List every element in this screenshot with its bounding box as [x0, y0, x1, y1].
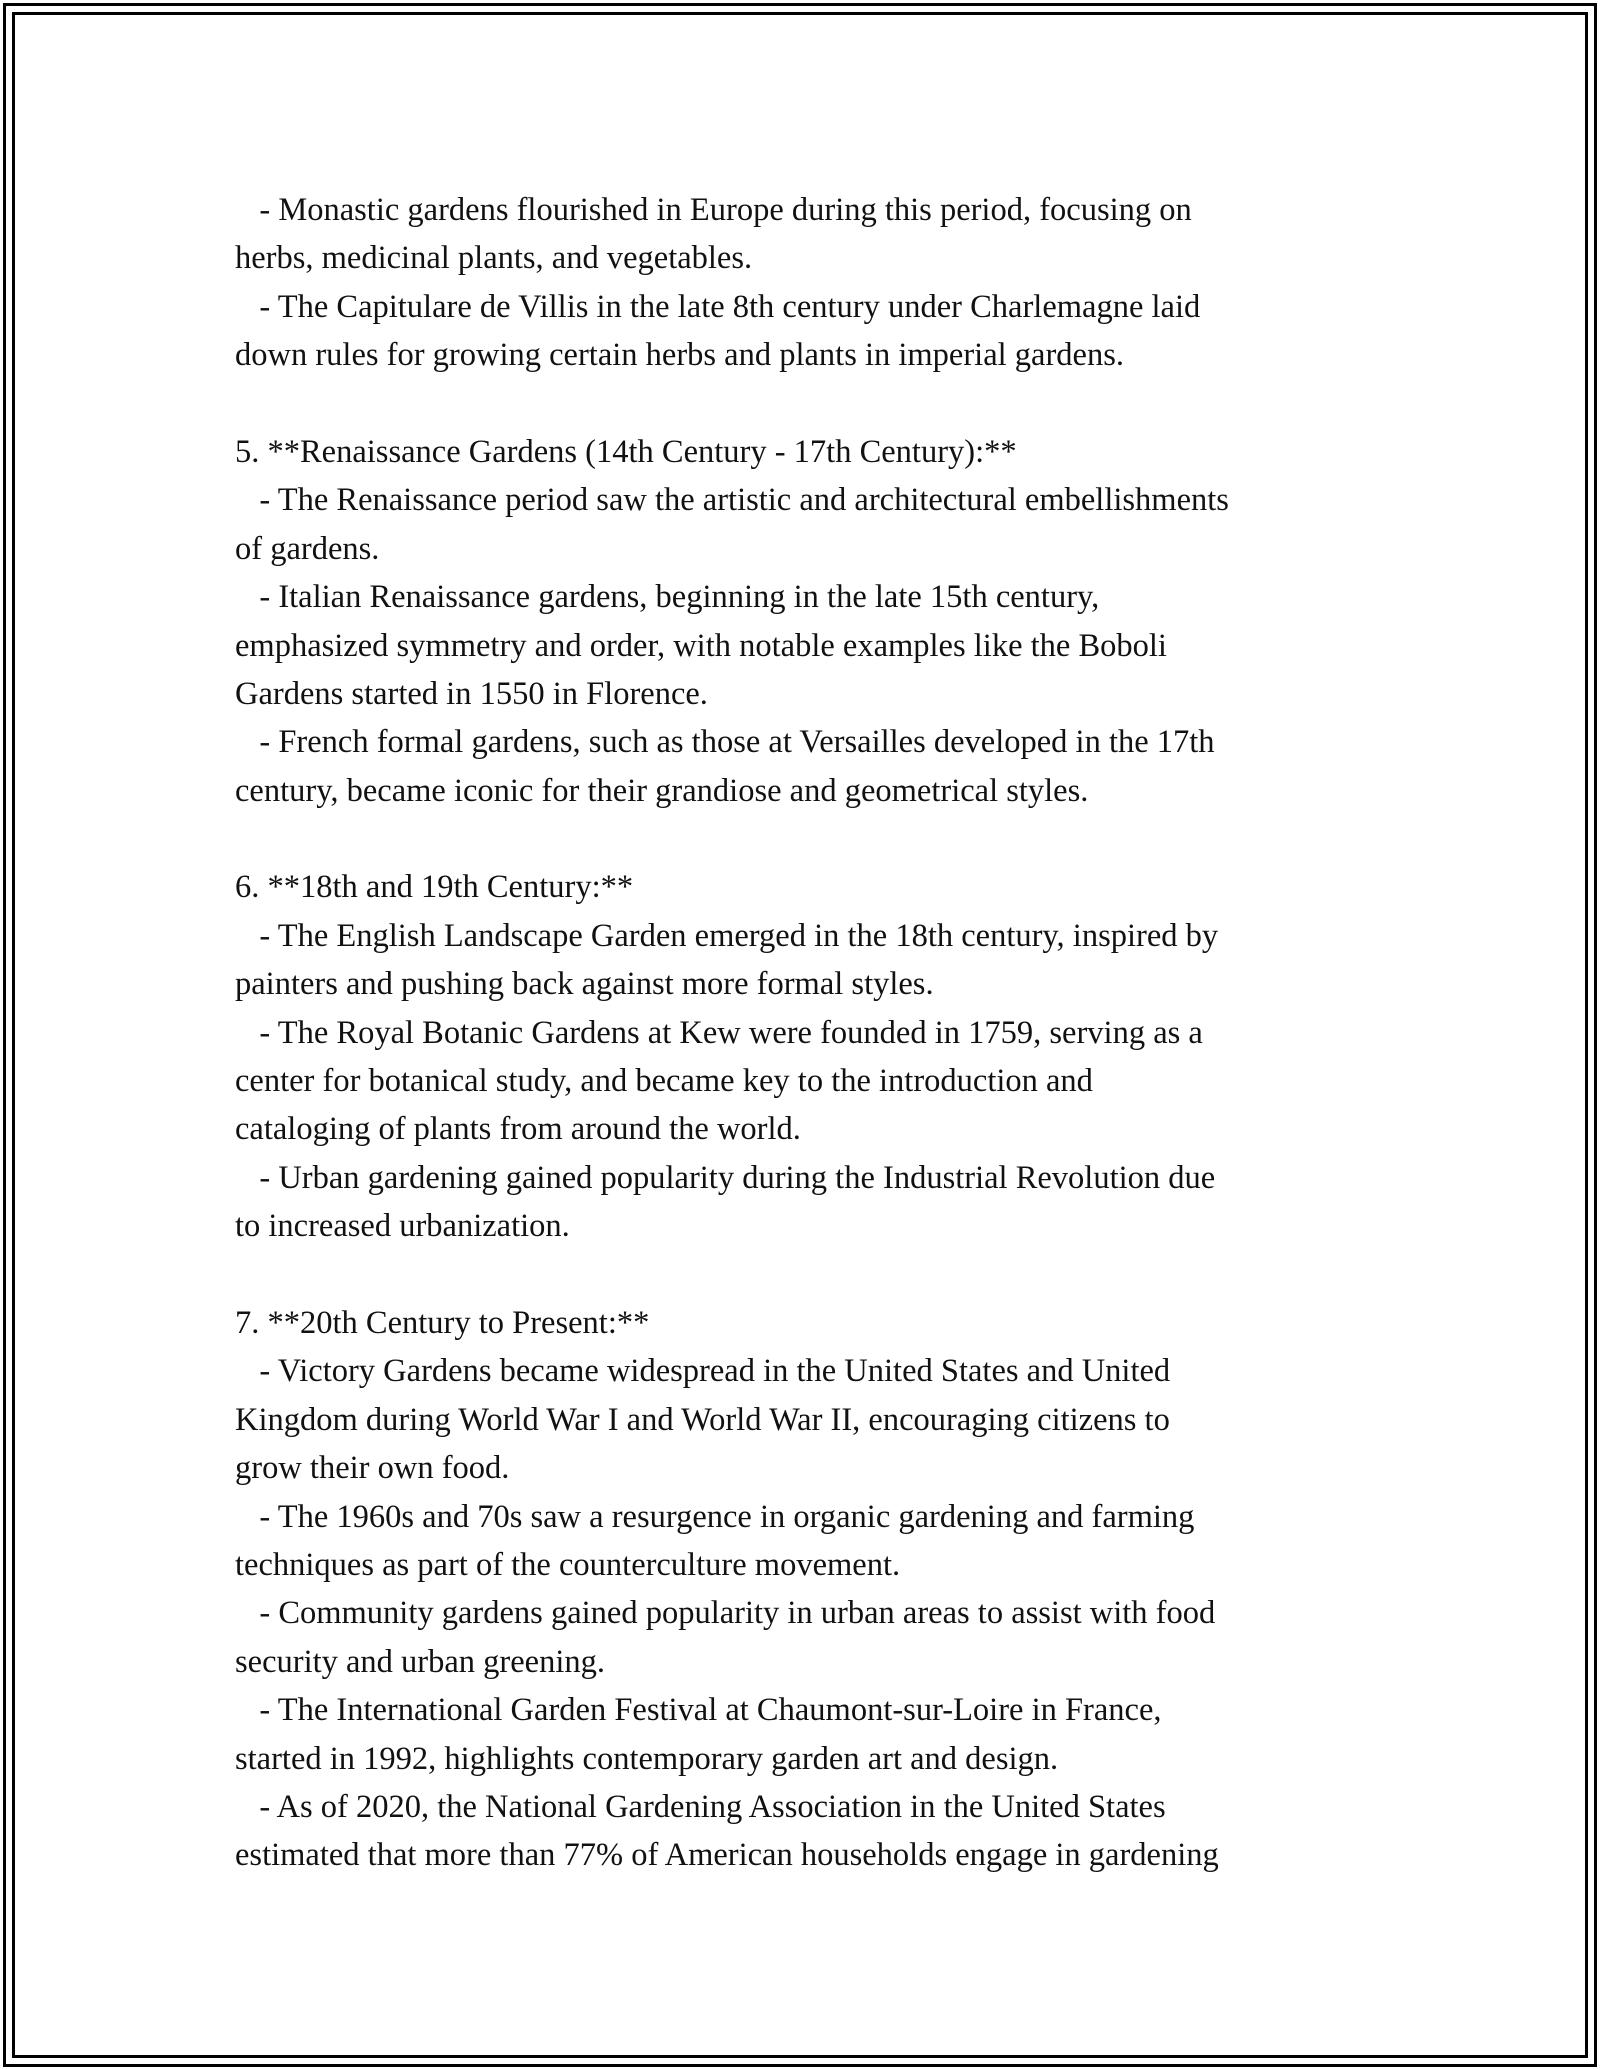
text-line: emphasized symmetry and order, with notable examples like the Boboli — [235, 627, 1167, 664]
text-line: down rules for growing certain herbs and plants in imperial gardens. — [235, 337, 1124, 374]
text-line: - The 1960s and 70s saw a resurgence in organic gardening and farming — [235, 1498, 1195, 1535]
text-line: - Italian Renaissance gardens, beginning in the late 15th century, — [235, 579, 1100, 616]
text-line: center for botanical study, and became key to the introduction and — [235, 1063, 1093, 1100]
text-line: of gardens. — [235, 530, 380, 567]
text-line: 6. **18th and 19th Century:** — [235, 869, 634, 906]
text-line: grow their own food. — [235, 1450, 510, 1487]
text-line: - The English Landscape Garden emerged in the 18th century, inspired by — [235, 917, 1219, 954]
text-line: herbs, medicinal plants, and vegetables. — [235, 240, 753, 277]
text-line: - Community gardens gained popularity in urban areas to assist with food — [235, 1595, 1216, 1632]
text-line: - Monastic gardens flourished in Europe during this period, focusing on — [235, 192, 1192, 228]
text-line: - Urban gardening gained popularity during the Industrial Revolution due — [235, 1159, 1216, 1196]
text-line: - As of 2020, the National Gardening Association in the United States — [235, 1788, 1166, 1825]
text-line: - The International Garden Festival at Chaumont-sur-Loire in France, — [235, 1692, 1162, 1729]
text-line: Gardens started in 1550 in Florence. — [235, 675, 708, 712]
text-line: - The Renaissance period saw the artistic and architectural embellishments — [235, 482, 1229, 519]
text-line: 7. **20th Century to Present:** — [235, 1304, 650, 1341]
text-line: century, became iconic for their grandiose and geometrical styles. — [235, 772, 1089, 809]
paragraph-spacer — [235, 380, 1365, 428]
text-line: - The Royal Botanic Gardens at Kew were founded in 1759, serving as a — [235, 1014, 1203, 1051]
text-line: painters and pushing back against more formal styles. — [235, 966, 934, 1003]
text-line: cataloging of plants from around the world. — [235, 1111, 801, 1148]
text-line: - French formal gardens, such as those at Versailles developed in the 17th — [235, 724, 1215, 761]
text-line: 5. **Renaissance Gardens (14th Century - 17th Century):** — [235, 433, 1017, 470]
paragraph-spacer — [235, 815, 1365, 863]
text-line: started in 1992, highlights contemporary garden art and design. — [235, 1740, 1059, 1777]
text-line: techniques as part of the counterculture movement. — [235, 1546, 901, 1583]
paragraph-spacer — [235, 1251, 1365, 1299]
document-body — [235, 186, 1365, 1880]
text-line: security and urban greening. — [235, 1643, 606, 1680]
text-line: - Victory Gardens became widespread in the United States and United — [235, 1353, 1171, 1390]
text-line: - The Capitulare de Villis in the late 8th century under Charlemagne laid — [235, 288, 1201, 325]
text-line: estimated that more than 77% of American households engage in gardening — [235, 1837, 1219, 1874]
text-line: to increased urbanization. — [235, 1208, 570, 1245]
text-line: Kingdom during World War I and World War II, encouraging citizens to — [235, 1401, 1170, 1438]
